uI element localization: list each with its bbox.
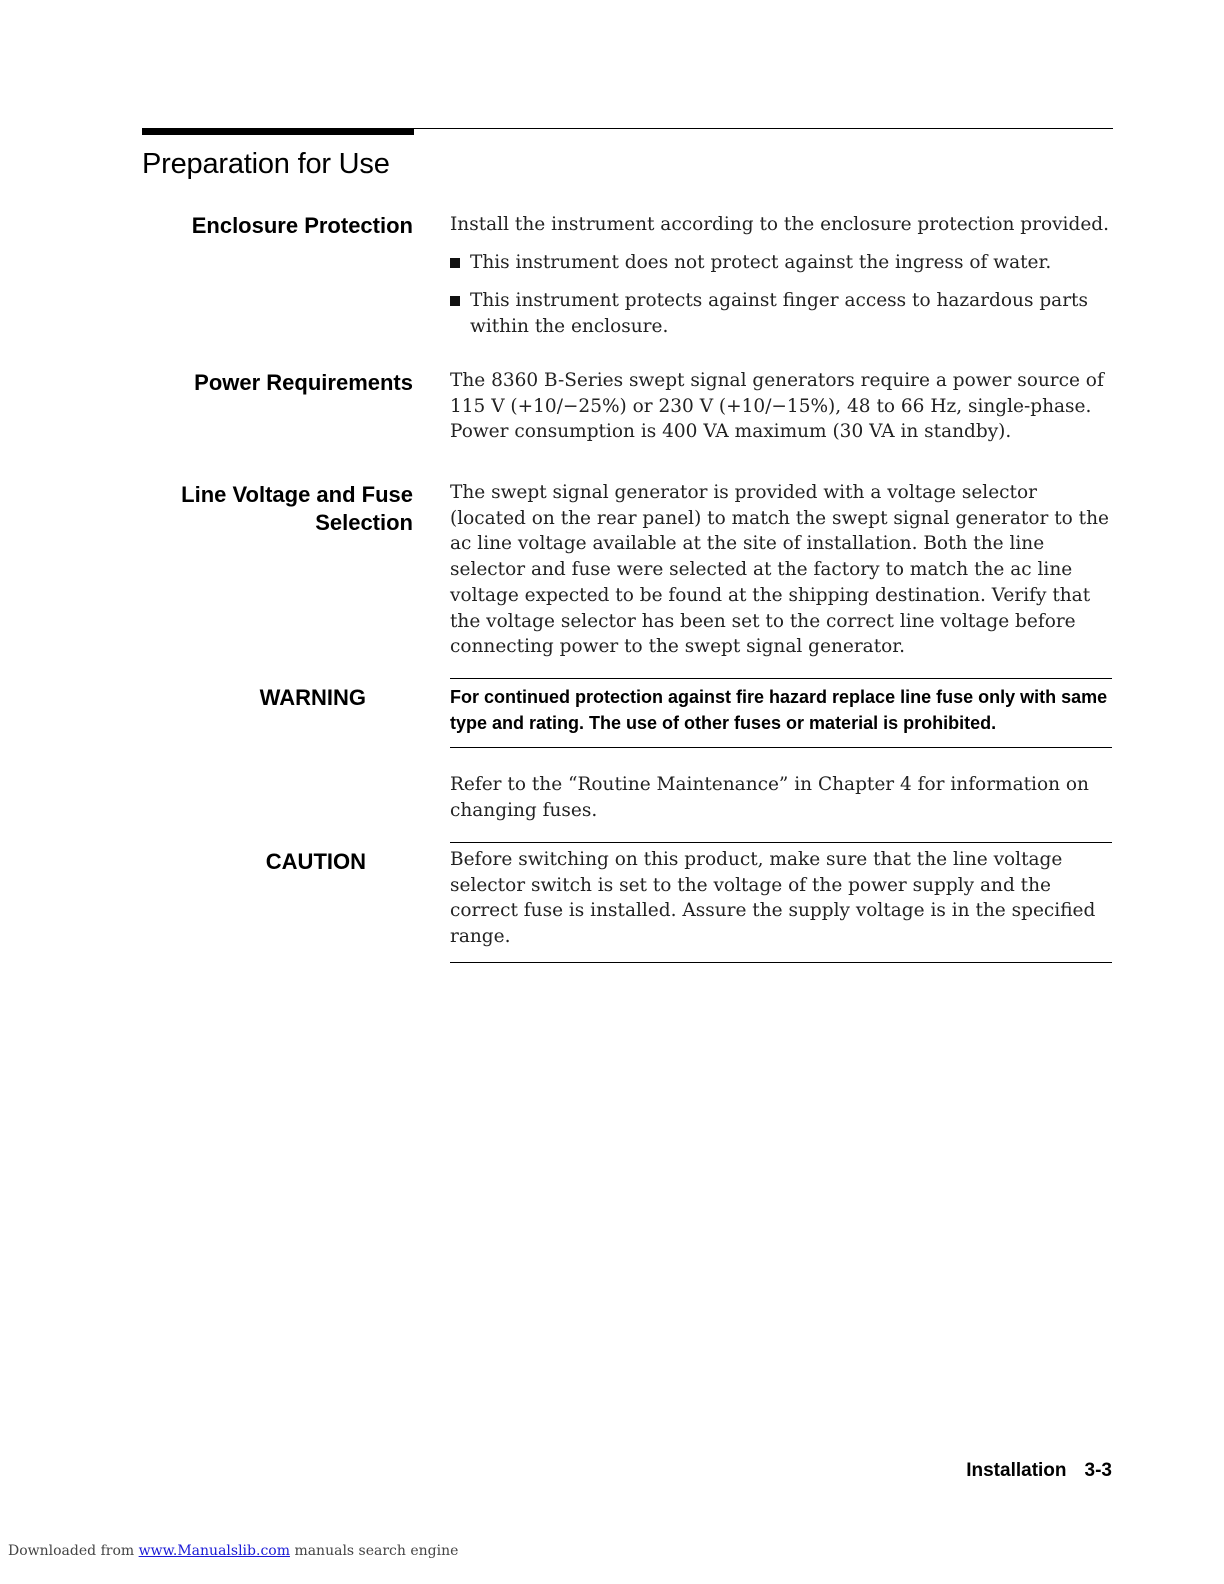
bullet-square-icon xyxy=(450,296,460,306)
caution-label: CAUTION xyxy=(265,849,366,874)
line-voltage-heading xyxy=(113,481,413,537)
warning-rule-top xyxy=(450,678,1112,679)
list-item xyxy=(450,250,1118,276)
download-link[interactable]: www.Manualslib.com xyxy=(138,1543,290,1559)
download-note xyxy=(8,1543,458,1559)
footer-page-number: 3-3 xyxy=(1084,1460,1112,1481)
refer-text: Refer to the “Routine Maintenance” in Chapter 4 for information on changing fuses. xyxy=(450,774,1089,821)
list-item-text: This instrument does not protect against the ingress of water. xyxy=(470,252,1052,273)
download-suffix: manuals search engine xyxy=(294,1543,459,1559)
download-prefix: Downloaded from xyxy=(8,1543,135,1559)
page-title: Preparation for Use xyxy=(142,148,390,180)
footer-chapter: Installation xyxy=(966,1460,1067,1481)
warning-rule-bottom xyxy=(450,747,1112,748)
warning-text: For continued protection against fire hazard replace line fuse only with same type and rating. The use of other fuses or material is prohibited. xyxy=(450,687,1108,733)
line-voltage-text: The swept signal generator is provided with a voltage selector (located on the rear panel) to match the swept signal generator to the ac line voltage available at the site of installation. Both the line selector and fuse were selected at the factory to match the ac line voltage expected to be found at the shipping destination. Verify that the voltage selector has been set to the correct line voltage before connecting power to the swept signal generator. xyxy=(450,482,1109,658)
warning-label: WARNING xyxy=(259,685,366,710)
list-item xyxy=(450,288,1100,339)
list-item-text: This instrument protects against finger access to hazardous parts within the enclosure. xyxy=(470,290,1088,337)
enclosure-heading: Enclosure Protection xyxy=(191,213,413,238)
caution-rule-top xyxy=(450,842,1112,843)
line-voltage-heading-line1: Line Voltage and Fuse xyxy=(181,482,413,507)
line-voltage-heading-line2: Selection xyxy=(315,510,413,535)
power-text: The 8360 B-Series swept signal generators require a power source of 115 V (+10/−25%) or 230 V (+10/−15%), 48 to 66 Hz, single-phase. Power consumption is 400 VA maximum (30 VA in standby). xyxy=(450,370,1104,443)
caution-rule-bottom xyxy=(450,962,1112,963)
section-rule-thin xyxy=(414,128,1113,129)
page-footer xyxy=(966,1460,1112,1482)
power-heading: Power Requirements xyxy=(194,370,413,395)
caution-text: Before switching on this product, make sure that the line voltage selector switch is set to the voltage of the power supply and the correct fuse is installed. Assure the supply voltage is in the specified range. xyxy=(450,849,1096,948)
section-rule-thick xyxy=(142,128,414,135)
bullet-square-icon xyxy=(450,258,460,268)
enclosure-intro: Install the instrument according to the enclosure protection provided. xyxy=(450,214,1109,235)
